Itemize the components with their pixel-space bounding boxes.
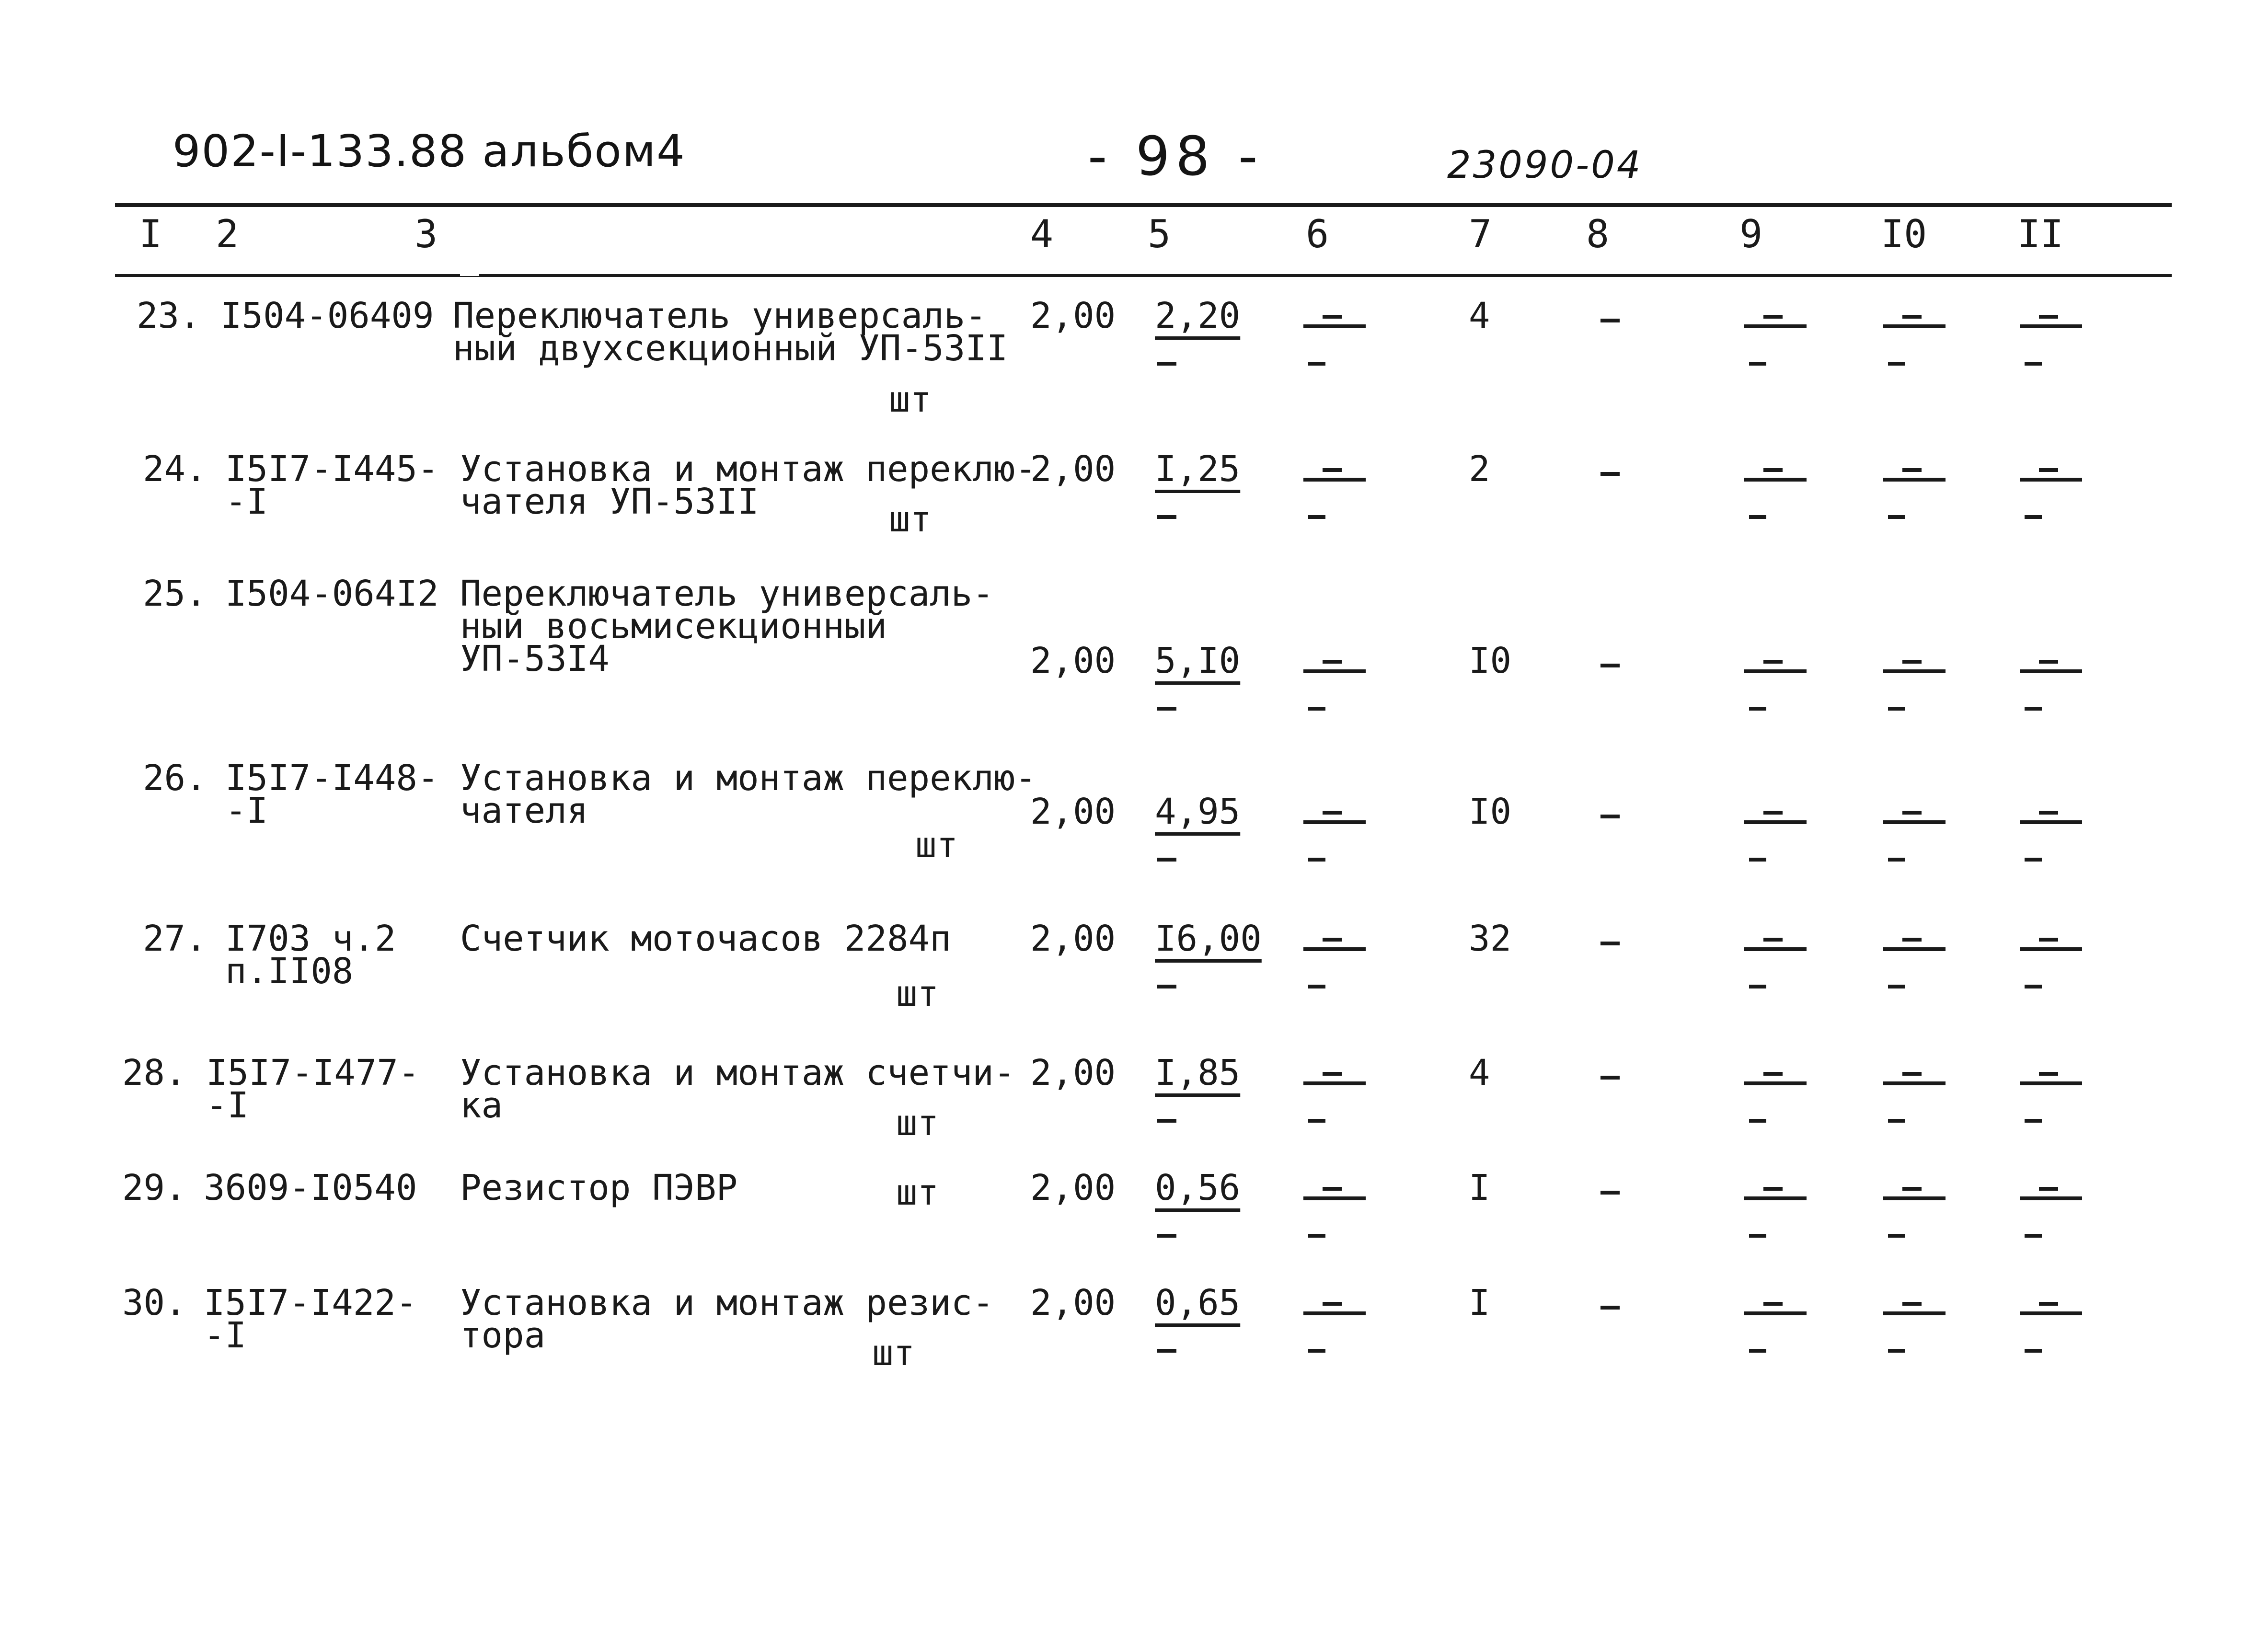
row-code: -I bbox=[206, 1085, 249, 1126]
column-header-5: 5 bbox=[1148, 212, 1171, 256]
row-price: 0,65 bbox=[1155, 1282, 1241, 1323]
column-9-rule bbox=[1744, 669, 1807, 673]
column-I0-bottom-dash bbox=[1888, 985, 1905, 988]
column-II-bottom-dash bbox=[2025, 858, 2042, 862]
column-I0-bottom-dash bbox=[1888, 362, 1905, 366]
row-price-dash bbox=[1157, 1349, 1176, 1353]
column-9-top-dash bbox=[1763, 468, 1783, 472]
column-II-top-dash bbox=[2039, 1187, 2058, 1191]
column-II-bottom-dash bbox=[2025, 1234, 2042, 1238]
column-I0-rule bbox=[1883, 1311, 1946, 1315]
column-6-bottom-dash bbox=[1308, 1119, 1325, 1123]
row-quantity: 2,00 bbox=[1030, 1167, 1116, 1208]
column-II-bottom-dash bbox=[2025, 515, 2042, 519]
column-9-top-dash bbox=[1763, 811, 1783, 815]
column-8-dash bbox=[1600, 1191, 1620, 1195]
row-price-dash bbox=[1157, 515, 1176, 519]
row-price: I,25 bbox=[1155, 448, 1241, 490]
column-6-rule bbox=[1303, 478, 1366, 482]
row-description: УП-53I4 bbox=[460, 638, 610, 679]
column-6-rule bbox=[1303, 1081, 1366, 1085]
row-number: 26. bbox=[143, 758, 207, 799]
column-I0-bottom-dash bbox=[1888, 1349, 1905, 1353]
row-quantity: 2,00 bbox=[1030, 640, 1116, 681]
row-code: I504-06409 bbox=[220, 295, 434, 336]
column-6-bottom-dash bbox=[1308, 1349, 1325, 1353]
row-total: I0 bbox=[1469, 640, 1512, 681]
column-II-rule bbox=[2020, 947, 2082, 951]
column-II-bottom-dash bbox=[2025, 985, 2042, 988]
row-code: I5I7-I448- bbox=[225, 758, 439, 799]
column-6-top-dash bbox=[1323, 1187, 1342, 1191]
column-6-top-dash bbox=[1323, 938, 1342, 942]
row-unit: шт bbox=[896, 973, 939, 1014]
column-I0-top-dash bbox=[1902, 1072, 1922, 1076]
row-price: 5,I0 bbox=[1155, 640, 1241, 681]
column-II-top-dash bbox=[2039, 811, 2058, 815]
column-header-4: 4 bbox=[1030, 212, 1054, 256]
column-9-top-dash bbox=[1763, 1187, 1783, 1191]
row-price-dash bbox=[1157, 1119, 1176, 1123]
column-9-rule bbox=[1744, 947, 1807, 951]
row-description: Установка и монтаж переклю- bbox=[460, 448, 1036, 490]
row-unit: шт bbox=[915, 825, 958, 866]
column-header-i0: I0 bbox=[1881, 212, 1927, 256]
row-code: I5I7-I477- bbox=[206, 1052, 420, 1093]
column-II-top-dash bbox=[2039, 660, 2058, 664]
column-6-rule bbox=[1303, 669, 1366, 673]
row-price: I,85 bbox=[1155, 1052, 1241, 1093]
column-II-rule bbox=[2020, 669, 2082, 673]
row-price: 4,95 bbox=[1155, 791, 1241, 832]
column-6-top-dash bbox=[1323, 315, 1342, 319]
row-code: I5I7-I445- bbox=[225, 448, 439, 490]
column-I0-bottom-dash bbox=[1888, 1119, 1905, 1123]
column-I0-rule bbox=[1883, 947, 1946, 951]
column-I0-bottom-dash bbox=[1888, 515, 1905, 519]
row-code: I5I7-I422- bbox=[204, 1282, 417, 1323]
column-I0-bottom-dash bbox=[1888, 1234, 1905, 1238]
row-price: I6,00 bbox=[1155, 918, 1262, 959]
document-code: 23090-04 bbox=[1447, 144, 1643, 187]
row-description: ный восьмисекционный bbox=[460, 606, 887, 647]
column-II-rule bbox=[2020, 324, 2082, 328]
row-code: 3609-I0540 bbox=[204, 1167, 417, 1208]
column-I0-bottom-dash bbox=[1888, 858, 1905, 862]
column-9-bottom-dash bbox=[1749, 362, 1766, 366]
row-number: 25. bbox=[143, 573, 207, 614]
column-8-dash bbox=[1600, 472, 1620, 476]
row-description: Установка и монтаж счетчи- bbox=[460, 1052, 1015, 1093]
row-price: 0,56 bbox=[1155, 1167, 1241, 1208]
column-I0-rule bbox=[1883, 669, 1946, 673]
column-9-bottom-dash bbox=[1749, 985, 1766, 988]
row-description: Переключатель универсаль- bbox=[453, 295, 987, 336]
column-9-rule bbox=[1744, 1196, 1807, 1200]
column-8-dash bbox=[1600, 942, 1620, 945]
row-description: Установка и монтаж переклю- bbox=[460, 758, 1036, 799]
column-II-rule bbox=[2020, 1311, 2082, 1315]
column-header-8: 8 bbox=[1586, 212, 1610, 256]
column-I0-rule bbox=[1883, 478, 1946, 482]
column-II-bottom-dash bbox=[2025, 362, 2042, 366]
row-code: I703 ч.2 bbox=[225, 918, 396, 959]
column-II-bottom-dash bbox=[2025, 707, 2042, 711]
row-code: -I bbox=[225, 790, 268, 831]
row-description: ка bbox=[460, 1085, 503, 1126]
column-II-top-dash bbox=[2039, 468, 2058, 472]
column-I0-top-dash bbox=[1902, 1187, 1922, 1191]
column-II-rule bbox=[2020, 1081, 2082, 1085]
row-code: п.II08 bbox=[225, 951, 354, 992]
column-I0-top-dash bbox=[1902, 938, 1922, 942]
column-6-rule bbox=[1303, 1196, 1366, 1200]
column-9-bottom-dash bbox=[1749, 707, 1766, 711]
column-6-bottom-dash bbox=[1308, 858, 1325, 862]
column-header-2: 2 bbox=[216, 212, 239, 256]
column-8-dash bbox=[1600, 815, 1620, 818]
row-number: 28. bbox=[122, 1052, 186, 1093]
column-9-rule bbox=[1744, 324, 1807, 328]
row-number: 24. bbox=[143, 448, 207, 490]
column-6-bottom-dash bbox=[1308, 985, 1325, 988]
column-header-9: 9 bbox=[1739, 212, 1763, 256]
row-description: Установка и монтаж резис- bbox=[460, 1282, 994, 1323]
row-total: 32 bbox=[1469, 918, 1512, 959]
column-II-top-dash bbox=[2039, 315, 2058, 319]
column-6-rule bbox=[1303, 324, 1366, 328]
column-II-rule bbox=[2020, 820, 2082, 824]
column-I0-top-dash bbox=[1902, 1302, 1922, 1306]
column-9-rule bbox=[1744, 1081, 1807, 1085]
row-quantity: 2,00 bbox=[1030, 448, 1116, 490]
column-9-top-dash bbox=[1763, 660, 1783, 664]
column-8-dash bbox=[1600, 1306, 1620, 1310]
column-9-rule bbox=[1744, 820, 1807, 824]
row-quantity: 2,00 bbox=[1030, 1052, 1116, 1093]
row-price-dash bbox=[1157, 858, 1176, 862]
column-6-rule bbox=[1303, 947, 1366, 951]
row-price-dash bbox=[1157, 985, 1176, 988]
column-6-rule bbox=[1303, 820, 1366, 824]
row-quantity: 2,00 bbox=[1030, 295, 1116, 336]
column-header-3: 3 bbox=[414, 212, 438, 256]
row-unit: шт bbox=[889, 379, 932, 420]
row-unit: шт bbox=[872, 1333, 915, 1374]
row-unit: шт bbox=[889, 499, 932, 540]
column-header-ii: II bbox=[2017, 212, 2064, 256]
row-price-dash bbox=[1157, 1234, 1176, 1238]
column-6-top-dash bbox=[1323, 811, 1342, 815]
row-description: Переключатель универсаль- bbox=[460, 573, 994, 614]
row-total: 4 bbox=[1469, 1052, 1490, 1093]
row-code: -I bbox=[204, 1315, 247, 1356]
album-reference: 902-I-133.88 альбом4 bbox=[173, 126, 686, 177]
column-header-i: I bbox=[139, 212, 162, 256]
row-total: I0 bbox=[1469, 791, 1512, 832]
row-code: I504-064I2 bbox=[225, 573, 439, 614]
column-9-rule bbox=[1744, 478, 1807, 482]
column-8-dash bbox=[1600, 1076, 1620, 1080]
row-unit: шт bbox=[896, 1172, 939, 1213]
row-price: 2,20 bbox=[1155, 295, 1241, 336]
row-price-dash bbox=[1157, 707, 1176, 711]
row-quantity: 2,00 bbox=[1030, 791, 1116, 832]
row-description: чателя bbox=[460, 790, 588, 831]
column-II-top-dash bbox=[2039, 1072, 2058, 1076]
row-description: Резистор ПЭВР bbox=[460, 1167, 738, 1208]
row-total: 2 bbox=[1469, 448, 1490, 490]
column-II-rule bbox=[2020, 478, 2082, 482]
column-header-6: 6 bbox=[1306, 212, 1329, 256]
column-9-bottom-dash bbox=[1749, 1234, 1766, 1238]
table-top-rule bbox=[115, 203, 2172, 207]
column-header-7: 7 bbox=[1469, 212, 1492, 256]
column-9-top-dash bbox=[1763, 315, 1783, 319]
page-number: - 98 - bbox=[1088, 126, 1264, 188]
column-6-bottom-dash bbox=[1308, 707, 1325, 711]
column-8-dash bbox=[1600, 664, 1620, 667]
column-9-top-dash bbox=[1763, 1072, 1783, 1076]
column-I0-top-dash bbox=[1902, 811, 1922, 815]
column-I0-bottom-dash bbox=[1888, 707, 1905, 711]
column-6-bottom-dash bbox=[1308, 362, 1325, 366]
row-total: I bbox=[1469, 1282, 1490, 1323]
row-description: Счетчик моточасов 2284п bbox=[460, 918, 951, 959]
column-II-rule bbox=[2020, 1196, 2082, 1200]
row-description: ный двухсекционный УП-53II bbox=[453, 328, 1008, 369]
column-I0-top-dash bbox=[1902, 315, 1922, 319]
row-unit: шт bbox=[896, 1103, 939, 1144]
row-description: чателя УП-53II bbox=[460, 481, 759, 522]
column-I0-rule bbox=[1883, 820, 1946, 824]
column-II-top-dash bbox=[2039, 1302, 2058, 1306]
column-II-bottom-dash bbox=[2025, 1119, 2042, 1123]
column-9-top-dash bbox=[1763, 938, 1783, 942]
column-9-top-dash bbox=[1763, 1302, 1783, 1306]
column-6-top-dash bbox=[1323, 468, 1342, 472]
table-header-rule bbox=[115, 274, 2172, 277]
column-6-top-dash bbox=[1323, 660, 1342, 664]
row-price-dash bbox=[1157, 362, 1176, 366]
row-number: 23. bbox=[137, 295, 201, 336]
column-6-bottom-dash bbox=[1308, 1234, 1325, 1238]
column-6-top-dash bbox=[1323, 1072, 1342, 1076]
column-6-rule bbox=[1303, 1311, 1366, 1315]
column-I0-top-dash bbox=[1902, 660, 1922, 664]
column-9-bottom-dash bbox=[1749, 515, 1766, 519]
column-6-bottom-dash bbox=[1308, 515, 1325, 519]
row-number: 29. bbox=[122, 1167, 186, 1208]
column-I0-rule bbox=[1883, 1081, 1946, 1085]
column-9-bottom-dash bbox=[1749, 1349, 1766, 1353]
column-I0-rule bbox=[1883, 324, 1946, 328]
column-II-top-dash bbox=[2039, 938, 2058, 942]
column-I0-rule bbox=[1883, 1196, 1946, 1200]
table-header-rule-gap bbox=[460, 271, 479, 276]
row-total: 4 bbox=[1469, 295, 1490, 336]
row-quantity: 2,00 bbox=[1030, 918, 1116, 959]
column-6-top-dash bbox=[1323, 1302, 1342, 1306]
row-quantity: 2,00 bbox=[1030, 1282, 1116, 1323]
row-description: тора bbox=[460, 1315, 546, 1356]
column-9-bottom-dash bbox=[1749, 858, 1766, 862]
row-number: 30. bbox=[122, 1282, 186, 1323]
column-8-dash bbox=[1600, 319, 1620, 322]
row-code: -I bbox=[225, 481, 268, 522]
row-number: 27. bbox=[143, 918, 207, 959]
column-I0-top-dash bbox=[1902, 468, 1922, 472]
column-II-bottom-dash bbox=[2025, 1349, 2042, 1353]
column-9-rule bbox=[1744, 1311, 1807, 1315]
row-total: I bbox=[1469, 1167, 1490, 1208]
column-9-bottom-dash bbox=[1749, 1119, 1766, 1123]
